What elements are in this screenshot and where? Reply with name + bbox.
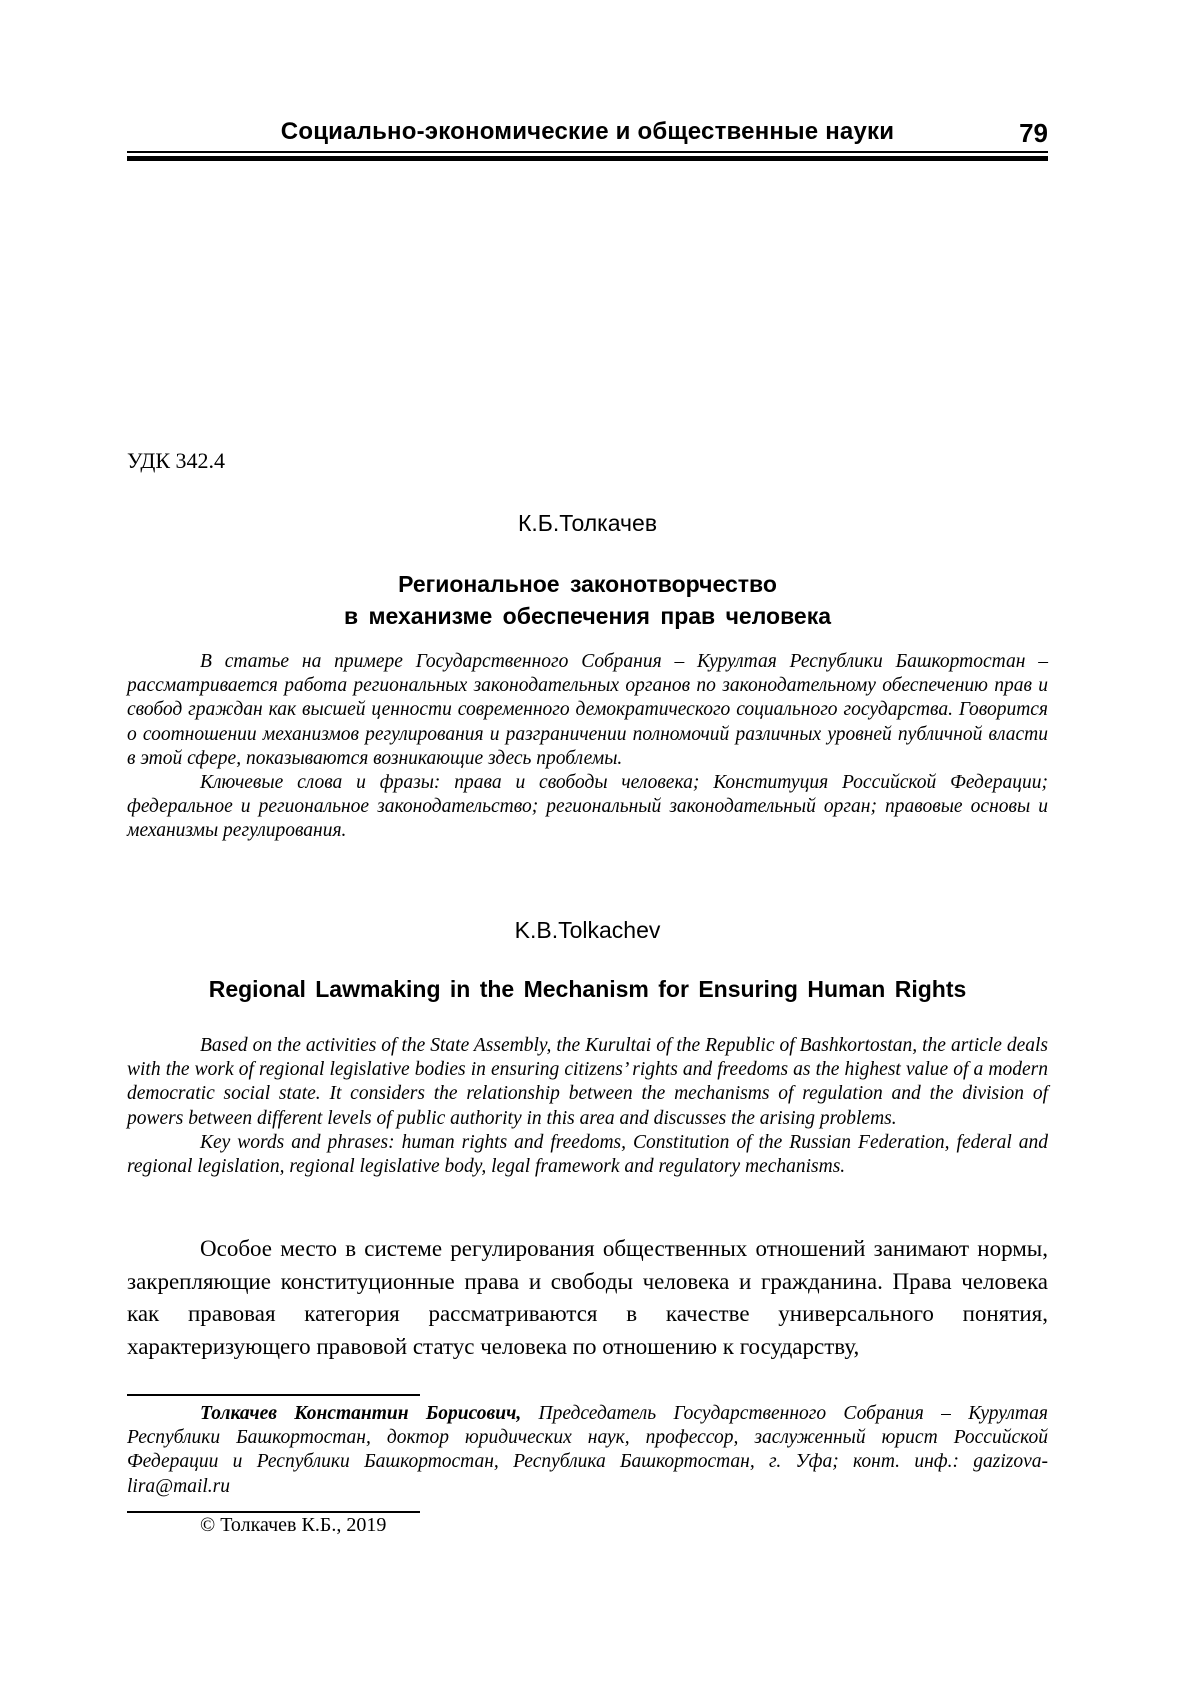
- keywords-ru: Ключевые слова и фразы: права и свободы человека; Конституция Российской Федерации; федеральное и региональное законодательство; региональный законодательный орган; правовые основы и механизмы регулирования.: [127, 772, 1048, 842]
- header-rule-thin: [127, 151, 1048, 153]
- author-footnote: [127, 1402, 1048, 1499]
- keywords-en: Key words and phrases: human rights and freedoms, Constitution of the Russian Federation, federal and regional legislation, regional legislative body, legal framework and regulatory mechanisms.: [127, 1131, 1048, 1178]
- body-paragraph: Особое место в системе регулирования общественных отношений занимают нормы, закрепляющие конституционные права и свободы человека и гражданина. Права человека как правовая категория рассматриваются в качестве универсального понятия, характеризующего правовой статус человека по отношению к государству,: [127, 1236, 1048, 1359]
- abstract-en-text: Based on the activities of the State Assembly, the Kurultai of the Republic of Bashkortostan, the article deals with the work of regional legislative bodies in ensuring citizens’ rights and freedoms as the highest value of a modern democratic social state. It considers the relationship between the mechanisms of regulation and the division of powers between different levels of public authority in this area and discusses the arising problems.: [127, 1035, 1048, 1129]
- article-title-ru: [127, 568, 1048, 632]
- author-ru: К.Б.Толкачев: [517, 510, 658, 536]
- footnote-author-info: Председатель Государственного Собрания – Курултая Республики Башкортостан, доктор юридических наук, профессор, заслуженный юрист Российской Федерации и Республики Башкортостан, Республика Башкортостан, г. Уфа; конт. инф.: gazizova-lira@mail.ru: [127, 1403, 1048, 1497]
- abstract-ru: [127, 650, 1048, 844]
- title-ru-line2: в механизме обеспечения прав человека: [343, 603, 832, 629]
- author-en: K.B.Tolkachev: [514, 917, 661, 943]
- header-rule-thick: [127, 156, 1048, 161]
- footnote-separator: [127, 1394, 420, 1396]
- abstract-ru-text: В статье на примере Государственного Собрания – Курултая Республики Башкортостан – рассматривается работа региональных законодательных органов по законодательному обеспечению прав и свобод граждан как высшей ценности современного демократического социального государства. Говорится о соотношении механизмов регулирования и разграничении полномочий различных уровней публичной власти в этой сфере, показываются возникающие здесь проблемы.: [127, 651, 1048, 769]
- udk-code: УДК 342.4: [127, 448, 226, 473]
- journal-section-title: Социально-экономические и общественные науки: [280, 118, 895, 145]
- page-number: 79: [1019, 118, 1048, 148]
- article-body: [127, 1233, 1048, 1363]
- running-header: [127, 118, 1048, 162]
- abstract-en: [127, 1034, 1048, 1179]
- footnote-paragraph: [127, 1402, 1048, 1499]
- copyright-notice: © Толкачев К.Б., 2019: [200, 1514, 387, 1536]
- footnote-author-name: Толкачев Константин Борисович,: [200, 1403, 522, 1424]
- title-ru-line1: Региональное законотворчество: [398, 571, 777, 597]
- copyright-separator: [127, 1511, 420, 1513]
- article-title-en: Regional Lawmaking in the Mechanism for Ensuring Human Rights: [208, 976, 967, 1002]
